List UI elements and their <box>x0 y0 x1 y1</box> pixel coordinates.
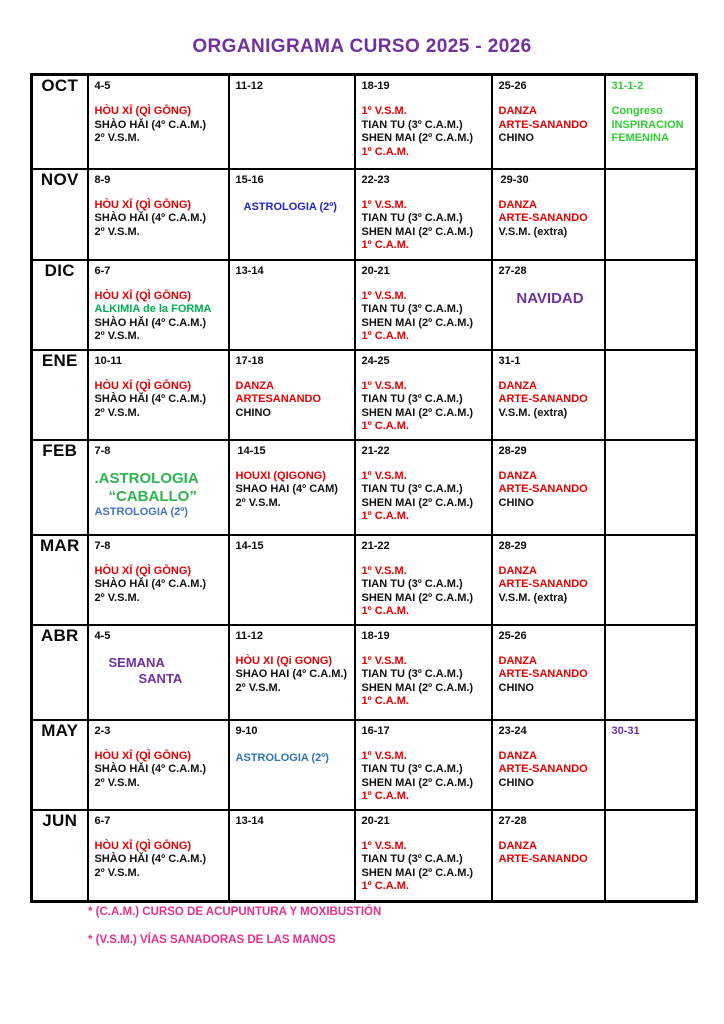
event-line: SHEN MAI (2º C.A.M.) <box>361 406 474 419</box>
cell-date: 22-23 <box>361 173 390 186</box>
footnote-cam: * (C.A.M.) CURSO DE ACUPUNTURA Y MOXIBUSTIÓN <box>88 906 382 918</box>
cell-content <box>606 105 696 146</box>
event-line: HÒU XĪ (QÌ GŌNG) <box>94 564 192 577</box>
schedule-cell <box>88 260 229 350</box>
month-cell-oct: OCT <box>32 75 88 169</box>
cell-date: 2-3 <box>94 724 111 737</box>
schedule-cell <box>605 625 697 720</box>
event-line: HÒU XĪ (QÌ GŌNG) <box>94 749 192 762</box>
cell-date: 31-1-2 <box>611 80 644 92</box>
event-line: SHEN MAI (2º C.A.M.) <box>361 132 474 144</box>
event-line: 1º C.A.M. <box>361 420 409 432</box>
cell-content <box>89 470 228 520</box>
schedule-cell <box>88 625 229 720</box>
schedule-cell <box>88 440 229 535</box>
event-line: ASTROLOGIA (2º) <box>235 751 329 764</box>
event-line: 1º V.S.M. <box>361 198 407 211</box>
event-line: SHAO HAI (4º C.A.M.) <box>235 668 348 680</box>
cell-date <box>606 441 696 445</box>
month-cell-nov: NOV <box>32 169 88 260</box>
cell-content <box>230 470 354 511</box>
schedule-cell <box>229 169 355 260</box>
event-line: CHINO <box>498 681 534 694</box>
schedule-cell <box>605 260 697 350</box>
event-line: DANZA <box>498 564 537 577</box>
cell-content <box>493 105 604 146</box>
event-line: INSPIRACION <box>611 118 684 131</box>
schedule-cell <box>492 810 605 902</box>
event-line: DANZA <box>498 198 537 211</box>
month-cell-may: MAY <box>32 720 88 810</box>
cell-content <box>493 380 604 421</box>
cell-date: 27-28 <box>498 814 527 827</box>
schedule-cell <box>355 535 492 625</box>
cell-date: 18-19 <box>361 80 390 92</box>
cell-date: 20-21 <box>361 264 390 277</box>
schedule-cell <box>605 75 697 169</box>
event-line: 1º C.A.M. <box>361 510 409 522</box>
cell-content <box>493 199 604 240</box>
event-line: SHÀO HĂI (4º C.A.M.) <box>94 853 207 865</box>
cell-date: 29-30 <box>500 173 529 186</box>
month-cell-feb: FEB <box>32 440 88 535</box>
cell-content <box>356 750 491 804</box>
cell-date: 16-17 <box>361 724 390 737</box>
cell-content <box>356 105 491 159</box>
event-line: 1º C.A.M. <box>361 880 409 892</box>
schedule-cell <box>229 75 355 169</box>
event-line: CHINO <box>235 406 271 419</box>
event-line: V.S.M. (extra) <box>498 225 568 238</box>
cell-date: 20-21 <box>361 814 390 827</box>
schedule-cell <box>605 535 697 625</box>
event-line: DANZA <box>498 105 537 117</box>
table-row <box>32 350 697 440</box>
schedule-body <box>32 75 697 902</box>
table-row <box>32 535 697 625</box>
cell-content <box>89 565 228 606</box>
schedule-cell <box>492 350 605 440</box>
event-line: DANZA <box>498 839 537 852</box>
event-line: SHEN MAI (2º C.A.M.) <box>361 681 474 694</box>
cell-content <box>356 290 491 344</box>
schedule-cell <box>605 440 697 535</box>
schedule-cell <box>605 350 697 440</box>
cell-content <box>356 470 491 524</box>
cell-date: 31-1 <box>498 354 521 367</box>
event-line: SHAO HAI (4º CAM) <box>235 483 338 495</box>
event-line: CHINO <box>498 776 534 789</box>
event-line: ASTROLOGIA (2º) <box>243 200 337 213</box>
event-line: SHÀO HĂI (4º C.A.M.) <box>94 578 207 590</box>
event-line: 1º C.A.M. <box>361 695 409 707</box>
event-line: HOUXI (QIGONG) <box>235 469 326 482</box>
event-line: ARTE-SANANDO <box>498 853 588 865</box>
event-line: SHÀO HĂI (4º C.A.M.) <box>94 316 207 329</box>
schedule-cell <box>88 75 229 169</box>
table-row <box>32 440 697 535</box>
cell-date: 28-29 <box>498 539 527 552</box>
schedule-cell <box>88 720 229 810</box>
event-line: DANZA <box>498 469 537 482</box>
event-line: SHEN MAI (2º C.A.M.) <box>361 496 474 509</box>
event-line: DANZA <box>498 654 537 667</box>
cell-date: 25-26 <box>498 629 527 642</box>
event-line: HÒU XĪ (QÌ GŌNG) <box>94 379 192 392</box>
schedule-cell <box>492 535 605 625</box>
cell-content <box>493 470 604 511</box>
event-line: ARTESANANDO <box>235 393 322 405</box>
cell-content <box>89 655 228 687</box>
event-line: 1º V.S.M. <box>361 654 407 667</box>
cell-date <box>606 536 696 540</box>
schedule-cell <box>355 169 492 260</box>
cell-date: 11-12 <box>235 629 264 642</box>
schedule-cell <box>492 75 605 169</box>
cell-date: 9-10 <box>235 724 258 737</box>
event-line: SEMANA <box>108 654 165 670</box>
schedule-cell <box>605 720 697 810</box>
event-line: ARTE-SANANDO <box>498 578 588 590</box>
event-line: 2º V.S.M. <box>94 225 140 238</box>
schedule-cell <box>492 440 605 535</box>
cell-content <box>89 105 228 146</box>
cell-date: 10-11 <box>94 354 123 367</box>
event-line: SANTA <box>138 670 183 686</box>
event-line: HÒU XĪ (QÌ GŌNG) <box>94 198 192 211</box>
cell-content <box>493 565 604 606</box>
schedule-cell <box>492 625 605 720</box>
cell-date: 23-24 <box>498 724 527 737</box>
cell-content <box>493 655 604 696</box>
cell-content <box>356 199 491 253</box>
cell-date: 24-25 <box>361 354 390 367</box>
event-line: SHÀO HĂI (4º C.A.M.) <box>94 763 207 775</box>
event-line: SHÀO HĂI (4º C.A.M.) <box>94 118 207 131</box>
event-line: TIAN TU (3º C.A.M.) <box>361 118 463 131</box>
event-line: SHÀO HĂI (4º C.A.M.) <box>94 212 207 224</box>
cell-date: 30-31 <box>611 724 640 737</box>
event-line: DANZA <box>498 749 537 762</box>
table-row <box>32 75 697 169</box>
month-cell-ene: ENE <box>32 350 88 440</box>
event-line: .ASTROLOGIA <box>94 469 199 487</box>
event-line: DANZA <box>498 379 537 392</box>
event-line: 2º V.S.M. <box>235 496 281 509</box>
event-line: TIAN TU (3º C.A.M.) <box>361 668 463 680</box>
event-line: SHEN MAI (2º C.A.M.) <box>361 591 474 604</box>
schedule-cell <box>88 350 229 440</box>
schedule-cell <box>88 169 229 260</box>
cell-date: 8-9 <box>94 173 111 186</box>
event-line: 1º V.S.M. <box>361 564 407 577</box>
event-line: 1º V.S.M. <box>361 839 407 852</box>
event-line: ARTE-SANANDO <box>498 668 588 680</box>
table-row <box>32 810 697 902</box>
cell-date: 28-29 <box>498 444 527 457</box>
month-cell-abr: ABR <box>32 625 88 720</box>
event-line: 2º V.S.M. <box>94 330 140 342</box>
schedule-cell <box>492 260 605 350</box>
cell-date <box>606 811 696 815</box>
cell-content <box>230 201 354 215</box>
cell-content <box>493 840 604 867</box>
cell-date: 25-26 <box>498 80 527 92</box>
event-line: TIAN TU (3º C.A.M.) <box>361 578 463 590</box>
event-line: HÒU XĪ (QÌ GŌNG) <box>94 105 192 117</box>
event-line: 1º V.S.M. <box>361 289 407 302</box>
schedule-cell <box>355 810 492 902</box>
cell-content <box>89 840 228 881</box>
event-line: V.S.M. (extra) <box>498 406 568 419</box>
event-line: CHINO <box>498 132 534 144</box>
event-line: SHEN MAI (2º C.A.M.) <box>361 776 474 789</box>
event-line: 1º V.S.M. <box>361 105 407 117</box>
event-line: TIAN TU (3º C.A.M.) <box>361 483 463 495</box>
cell-content <box>89 380 228 421</box>
cell-date: 6-7 <box>94 264 111 277</box>
event-line: 1º V.S.M. <box>361 749 407 762</box>
schedule-cell <box>88 535 229 625</box>
cell-content <box>89 290 228 344</box>
cell-date: 4-5 <box>94 629 111 642</box>
event-line: ALKIMIA de la FORMA <box>94 303 212 315</box>
event-line: HÒU XĪ (QÌ GŌNG) <box>94 839 192 852</box>
table-row <box>32 720 697 810</box>
event-line: 1º C.A.M. <box>361 790 409 802</box>
event-line: 1º V.S.M. <box>361 469 407 482</box>
schedule-cell <box>355 625 492 720</box>
schedule-cell <box>229 720 355 810</box>
cell-content <box>356 840 491 894</box>
footnote-vsm: * (V.S.M.) VÍAS SANADORAS DE LAS MANOS <box>88 934 336 946</box>
cell-content <box>230 655 354 696</box>
event-line: TIAN TU (3º C.A.M.) <box>361 303 463 315</box>
cell-date: 15-16 <box>235 173 264 186</box>
cell-date: 6-7 <box>94 814 111 827</box>
month-cell-jun: JUN <box>32 810 88 902</box>
event-line: SHEN MAI (2º C.A.M.) <box>361 225 474 238</box>
event-line: ARTE-SANANDO <box>498 212 588 224</box>
cell-date: 27-28 <box>498 264 527 277</box>
cell-date <box>606 351 696 355</box>
cell-content <box>89 199 228 240</box>
event-line: 2º V.S.M. <box>94 591 140 604</box>
event-line: Congreso <box>611 105 663 117</box>
cell-date: 17-18 <box>235 354 264 367</box>
schedule-cell <box>229 810 355 902</box>
event-line: 1º C.A.M. <box>361 605 409 617</box>
schedule-cell <box>355 75 492 169</box>
schedule-cell <box>605 810 697 902</box>
schedule-cell <box>229 625 355 720</box>
schedule-cell <box>229 535 355 625</box>
month-cell-mar: MAR <box>32 535 88 625</box>
schedule-cell <box>88 810 229 902</box>
table-row <box>32 169 697 260</box>
event-line: “CABALLO” <box>108 487 197 505</box>
cell-content <box>230 380 354 421</box>
event-line: TIAN TU (3º C.A.M.) <box>361 212 463 224</box>
cell-date: 21-22 <box>361 539 390 552</box>
event-line: 1º V.S.M. <box>361 379 407 392</box>
event-line: TIAN TU (3º C.A.M.) <box>361 393 463 405</box>
cell-content <box>230 752 354 766</box>
event-line: CHINO <box>498 496 534 509</box>
cell-date <box>606 261 696 265</box>
event-line: ARTE-SANANDO <box>498 763 588 775</box>
table-row <box>32 260 697 350</box>
cell-content <box>356 380 491 434</box>
schedule-table <box>30 73 698 903</box>
event-line: 2º V.S.M. <box>235 681 281 694</box>
event-line: 2º V.S.M. <box>94 776 140 789</box>
event-line: TIAN TU (3º C.A.M.) <box>361 763 463 775</box>
event-line: 1º C.A.M. <box>361 145 409 158</box>
cell-content <box>356 655 491 709</box>
cell-date: 14-15 <box>235 539 264 552</box>
event-line: ARTE-SANANDO <box>498 118 588 131</box>
event-line: SHEN MAI (2º C.A.M.) <box>361 866 474 879</box>
schedule-cell <box>229 440 355 535</box>
event-line: 2º V.S.M. <box>94 132 140 144</box>
event-line: V.S.M. (extra) <box>498 591 568 604</box>
cell-date: 18-19 <box>361 629 390 642</box>
schedule-cell <box>355 350 492 440</box>
schedule-cell <box>605 169 697 260</box>
cell-date: 13-14 <box>235 264 264 277</box>
event-line: HÒU XĪ (QÌ GŌNG) <box>94 289 192 302</box>
schedule-cell <box>492 169 605 260</box>
event-line: HÒU XI (Qi GONG) <box>235 654 333 667</box>
cell-date <box>606 170 696 174</box>
cell-content <box>89 750 228 791</box>
schedule-cell <box>229 350 355 440</box>
event-line: FEMENINA <box>611 132 669 144</box>
event-line: DANZA <box>235 379 274 392</box>
schedule-cell <box>355 260 492 350</box>
event-line: SHEN MAI (2º C.A.M.) <box>361 316 474 329</box>
cell-date: 11-12 <box>235 80 264 92</box>
page-title: ORGANIGRAMA CURSO 2025 - 2026 <box>192 36 532 57</box>
schedule-cell <box>229 260 355 350</box>
event-line: 2º V.S.M. <box>94 406 140 419</box>
schedule-cell <box>355 440 492 535</box>
schedule-cell <box>492 720 605 810</box>
event-line: 2º V.S.M. <box>94 866 140 879</box>
cell-date <box>606 626 696 630</box>
event-line: SHÀO HĂI (4º C.A.M.) <box>94 393 207 405</box>
event-line: 1º C.A.M. <box>361 239 409 251</box>
cell-date: 13-14 <box>235 814 264 827</box>
cell-date: 7-8 <box>94 444 111 457</box>
cell-date: 14-15 <box>237 444 266 457</box>
event-line: ASTROLOGIA (2º) <box>94 505 188 518</box>
event-line: TIAN TU (3º C.A.M.) <box>361 853 463 865</box>
cell-date: 21-22 <box>361 444 390 457</box>
event-line: ARTE-SANANDO <box>498 393 588 405</box>
cell-content <box>356 565 491 619</box>
table-row <box>32 625 697 720</box>
cell-content <box>493 750 604 791</box>
cell-date: 7-8 <box>94 539 111 552</box>
event-line: ARTE-SANANDO <box>498 483 588 495</box>
schedule-cell <box>355 720 492 810</box>
month-cell-dic: DIC <box>32 260 88 350</box>
cell-date: 4-5 <box>94 80 111 92</box>
event-line: NAVIDAD <box>516 289 584 307</box>
event-line: 1º C.A.M. <box>361 330 409 342</box>
cell-content <box>493 290 604 308</box>
